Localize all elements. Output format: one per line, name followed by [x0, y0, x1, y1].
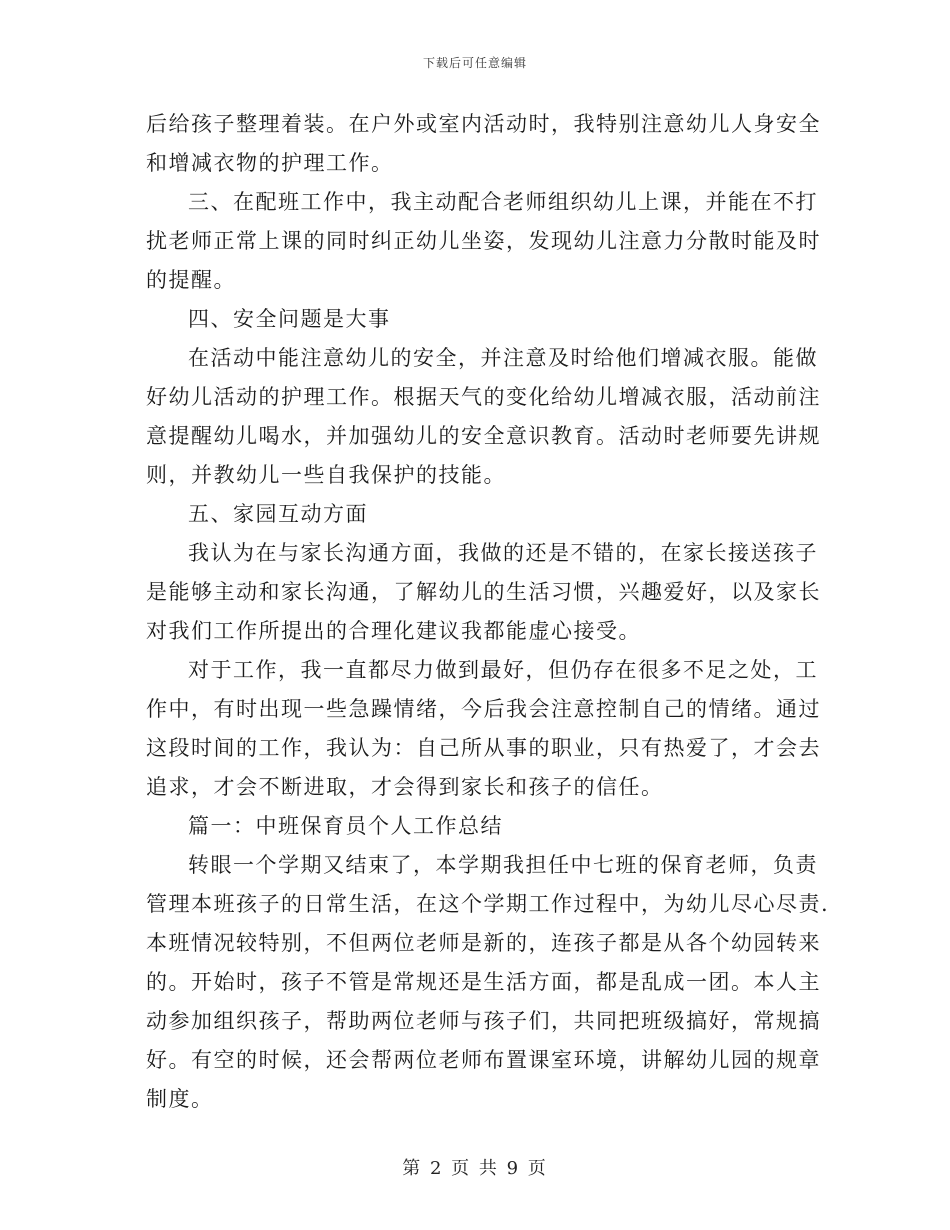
text-line: 对于工作，我一直都尽力做到最好，但仍存在很多不足之处，工 [188, 658, 818, 682]
text-line: 动参加组织孩子，帮助两位老师与孩子们，共同把班级搞好，常规搞 [146, 1009, 821, 1033]
text-line: 追求，才会不断进取，才会得到家长和孩子的信任。 [146, 775, 664, 799]
text-line: 我认为在与家长沟通方面，我做的还是不错的，在家长接送孩子 [188, 541, 818, 565]
text-line: 对我们工作所提出的合理化建议我都能虚心接受。 [146, 619, 641, 643]
section-4-heading: 四、安全问题是大事 [188, 307, 391, 331]
text-line: 则，并教幼儿一些自我保护的技能。 [146, 463, 506, 487]
text-line: 和增减衣物的护理工作。 [146, 151, 394, 175]
text-line: 的。开始时，孩子不管是常规还是生活方面，都是乱成一团。本人主 [146, 970, 821, 994]
text-line: 扰老师正常上课的同时纠正幼儿坐姿，发现幼儿注意力分散时能及时 [146, 229, 821, 253]
text-line: 好。有空的时候，还会帮两位老师布置课室环境，讲解幼儿园的规章 [146, 1048, 821, 1072]
text-line: 意提醒幼儿喝水，并加强幼儿的安全意识教育。活动时老师要先讲规 [146, 424, 821, 448]
text-line: 管理本班孩子的日常生活，在这个学期工作过程中，为幼儿尽心尽责. [146, 892, 830, 916]
text-line: 制度。 [146, 1087, 214, 1111]
document-body [146, 105, 830, 1119]
text-line: 这段时间的工作，我认为：自己所从事的职业，只有热爱了，才会去 [146, 736, 821, 760]
page-header: 下载后可任意编辑 [422, 56, 527, 70]
text-line: 好幼儿活动的护理工作。根据天气的变化给幼儿增减衣服，活动前注 [146, 385, 821, 409]
section-3-paragraph: 三、在配班工作中，我主动配合老师组织幼儿上课，并能在不打 [188, 190, 818, 214]
text-line: 作中，有时出现一些急躁情绪，今后我会注意控制自己的情绪。通过 [146, 697, 821, 721]
text-line: 的提醒。 [146, 268, 236, 292]
text-line: 转眼一个学期又结束了，本学期我担任中七班的保育老师，负责 [188, 853, 818, 877]
article-heading: 篇一：中班保育员个人工作总结 [188, 814, 503, 838]
text-line: 在活动中能注意幼儿的安全，并注意及时给他们增减衣服。能做 [188, 346, 818, 370]
section-5-heading: 五、家园互动方面 [188, 502, 368, 526]
page-number: 第 2 页 共 9 页 [402, 1158, 548, 1179]
text-line: 是能够主动和家长沟通，了解幼儿的生活习惯，兴趣爱好，以及家长 [146, 580, 821, 604]
text-line: 本班情况较特别，不但两位老师是新的，连孩子都是从各个幼园转来 [146, 931, 821, 955]
text-line: 后给孩子整理着装。在户外或室内活动时，我特别注意幼儿人身安全 [146, 112, 821, 136]
